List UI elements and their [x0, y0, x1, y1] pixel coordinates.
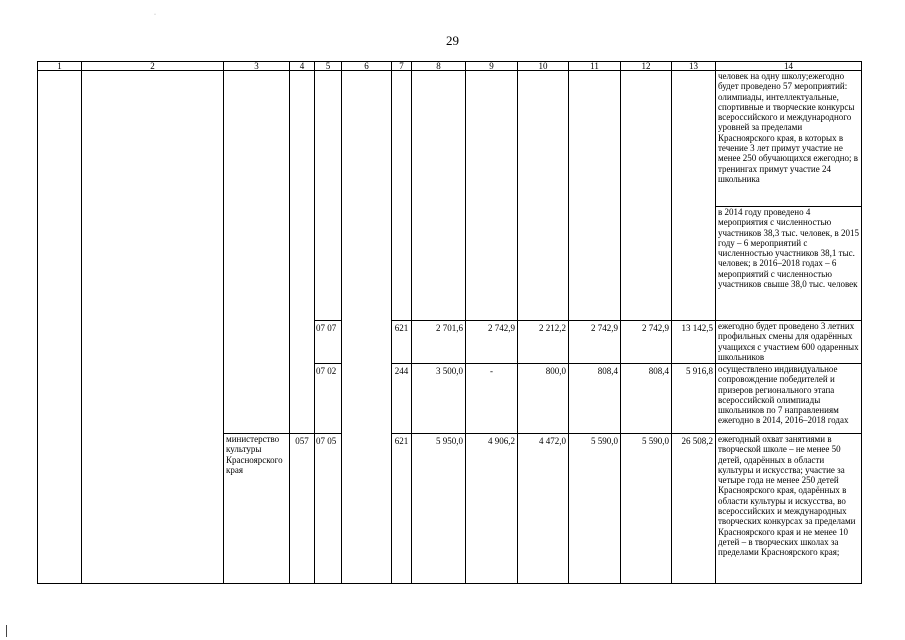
cell-col3-empty — [224, 71, 290, 434]
amount-2014: 3 500,0 — [412, 364, 466, 434]
cell-col11-empty — [569, 71, 621, 321]
cell-col8-empty — [412, 71, 466, 321]
col-header-2: 2 — [82, 62, 224, 71]
col-header-14: 14 — [716, 62, 862, 71]
amount-2014: 2 701,6 — [412, 321, 466, 364]
ministry-name: министерство культуры Красноярского края — [224, 434, 290, 584]
cell-col9-empty — [466, 71, 518, 321]
result-text: в 2014 году проведено 4 мероприятия с численностью участников 38,3 тыс. человек, в 2015 году – 6 мероприятий с численностью участников 38,1 тыс. человек; в 2016–2018 годах – 6 мероприятий с численностью участников свыше 38,0 тыс. человек — [716, 207, 862, 321]
col-header-1: 1 — [38, 62, 82, 71]
amount-2018: 5 590,0 — [621, 434, 672, 584]
cell-col7-empty — [392, 71, 412, 321]
section-code: 07 07 — [315, 321, 342, 364]
col-header-4: 4 — [290, 62, 315, 71]
result-text: человек на одну школу;ежегодно будет проведено 57 мероприятий: олимпиады, интеллектуальные, спортивные и творческие конкурсы всероссийского и международного уровней за пределами Красноярского края, в которых в течение 3 лет примут участие не менее 250 обучающихся ежегодно; в тренингах примут участие 24 школьника — [716, 71, 862, 207]
section-code: 07 02 — [315, 364, 342, 434]
cell-col5-empty — [315, 71, 342, 321]
result-text: осуществлено индивидуальное сопровождение победителей и призеров регионального этапа всероссийской олимпиады школьников по 7 направлениям ежегодно в 2014, 2016–2018 годах — [716, 364, 862, 434]
amount-2016: 4 472,0 — [518, 434, 569, 584]
amount-2017: 2 742,9 — [569, 321, 621, 364]
col-header-8: 8 — [412, 62, 466, 71]
expense-type-code: 621 — [392, 321, 412, 364]
cell-col12-empty — [621, 71, 672, 321]
scan-edge-mark — [6, 625, 7, 637]
amount-2018: 808,4 — [621, 364, 672, 434]
amount-total: 13 142,5 — [672, 321, 716, 364]
col-header-3: 3 — [224, 62, 290, 71]
cell-col13-empty — [672, 71, 716, 321]
col-header-11: 11 — [569, 62, 621, 71]
budget-table — [37, 61, 862, 584]
table-row — [38, 71, 862, 207]
cell-col10-empty — [518, 71, 569, 321]
amount-2015: 2 742,9 — [466, 321, 518, 364]
amount-2015: 4 906,2 — [466, 434, 518, 584]
amount-2018: 2 742,9 — [621, 321, 672, 364]
cell-col2 — [82, 71, 224, 584]
amount-total: 26 508,2 — [672, 434, 716, 584]
scan-speck: · — [154, 12, 156, 18]
amount-2015: - — [466, 364, 518, 434]
col-header-7: 7 — [392, 62, 412, 71]
amount-2017: 808,4 — [569, 364, 621, 434]
section-code: 07 05 — [315, 434, 342, 584]
col-header-5: 5 — [315, 62, 342, 71]
result-text: ежегодный охват занятиями в творческой школе – не менее 50 детей, одарённых в области культуры и искусства; участие за четыре года не менее 250 детей Красноярского края, одарённых в области культуры и искусства, во всероссийских и международных творческих конкурсах за пределами Красноярского края и не менее 10 детей – в творческих школах за пределами Красноярского края; — [716, 434, 862, 584]
amount-2016: 800,0 — [518, 364, 569, 434]
column-number-row — [38, 62, 862, 71]
amount-2017: 5 590,0 — [569, 434, 621, 584]
amount-2016: 2 212,2 — [518, 321, 569, 364]
col-header-6: 6 — [342, 62, 392, 71]
amount-2014: 5 950,0 — [412, 434, 466, 584]
cell-col1 — [38, 71, 82, 584]
page-number: 29 — [446, 33, 459, 48]
result-text: ежегодно будет проведено 3 летних профильных смены для одарённых учащихся с участием 600 одаренных школьников — [716, 321, 862, 364]
expense-type-code: 621 — [392, 434, 412, 584]
cell-col4-empty — [290, 71, 315, 434]
amount-total: 5 916,8 — [672, 364, 716, 434]
ministry-code: 057 — [290, 434, 315, 584]
col-header-13: 13 — [672, 62, 716, 71]
col-header-10: 10 — [518, 62, 569, 71]
col-header-9: 9 — [466, 62, 518, 71]
expense-type-code: 244 — [392, 364, 412, 434]
cell-col6 — [342, 71, 392, 584]
col-header-12: 12 — [621, 62, 672, 71]
